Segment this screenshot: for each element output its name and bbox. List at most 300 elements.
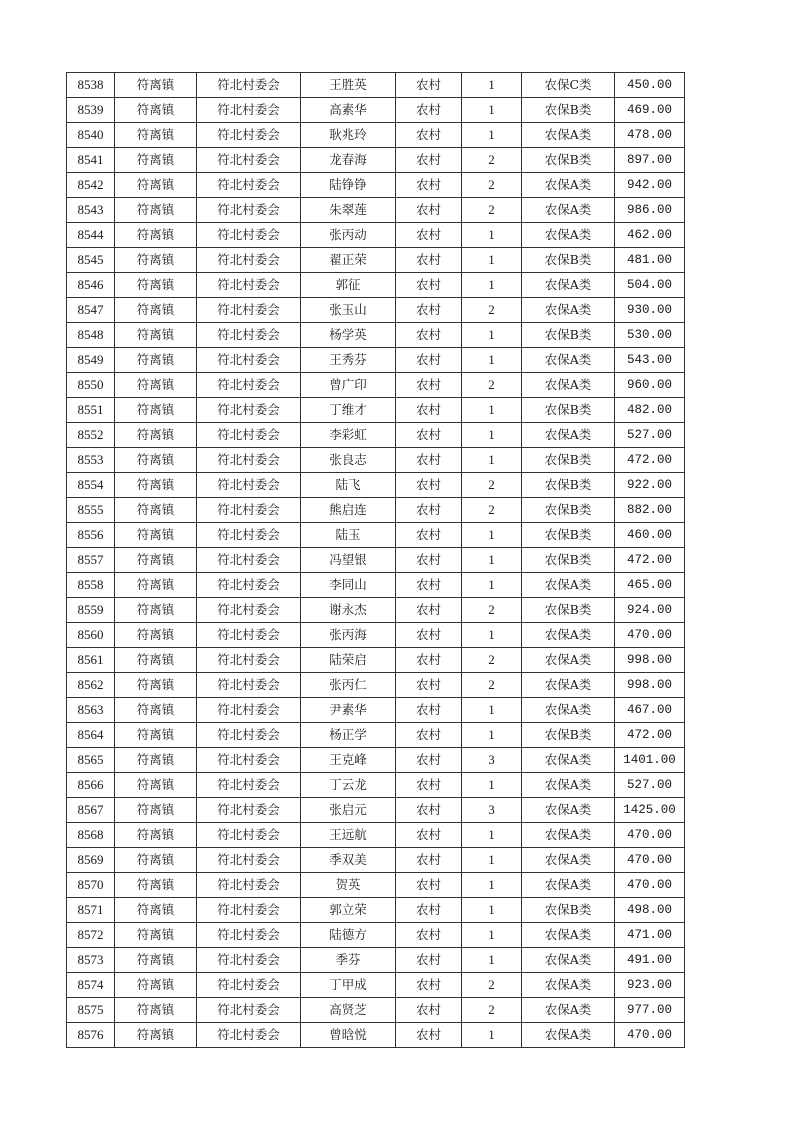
person-count-cell: 1 xyxy=(462,923,522,948)
row-id-cell: 8575 xyxy=(67,998,115,1023)
person-count-cell: 2 xyxy=(462,373,522,398)
row-id-cell: 8556 xyxy=(67,523,115,548)
name-cell: 丁甲成 xyxy=(301,973,396,998)
household-type-cell: 农村 xyxy=(396,623,462,648)
town-cell: 符离镇 xyxy=(115,848,197,873)
table-row xyxy=(67,323,685,348)
table-row xyxy=(67,523,685,548)
village-committee-cell: 符北村委会 xyxy=(197,873,301,898)
town-cell: 符离镇 xyxy=(115,273,197,298)
household-type-cell: 农村 xyxy=(396,273,462,298)
amount-cell: 527.00 xyxy=(615,773,685,798)
town-cell: 符离镇 xyxy=(115,448,197,473)
person-count-cell: 1 xyxy=(462,323,522,348)
household-type-cell: 农村 xyxy=(396,223,462,248)
person-count-cell: 1 xyxy=(462,248,522,273)
household-type-cell: 农村 xyxy=(396,998,462,1023)
household-type-cell: 农村 xyxy=(396,98,462,123)
town-cell: 符离镇 xyxy=(115,973,197,998)
town-cell: 符离镇 xyxy=(115,423,197,448)
row-id-cell: 8571 xyxy=(67,898,115,923)
person-count-cell: 1 xyxy=(462,123,522,148)
table-row xyxy=(67,273,685,298)
amount-cell: 491.00 xyxy=(615,948,685,973)
town-cell: 符离镇 xyxy=(115,598,197,623)
amount-cell: 498.00 xyxy=(615,898,685,923)
table-row xyxy=(67,348,685,373)
row-id-cell: 8564 xyxy=(67,723,115,748)
person-count-cell: 2 xyxy=(462,673,522,698)
town-cell: 符离镇 xyxy=(115,948,197,973)
insurance-category-cell: 农保A类 xyxy=(522,998,615,1023)
village-committee-cell: 符北村委会 xyxy=(197,123,301,148)
row-id-cell: 8566 xyxy=(67,773,115,798)
table-row xyxy=(67,423,685,448)
household-type-cell: 农村 xyxy=(396,323,462,348)
insurance-category-cell: 农保B类 xyxy=(522,723,615,748)
insurance-category-cell: 农保A类 xyxy=(522,648,615,673)
person-count-cell: 1 xyxy=(462,223,522,248)
amount-cell: 942.00 xyxy=(615,173,685,198)
person-count-cell: 1 xyxy=(462,73,522,98)
person-count-cell: 1 xyxy=(462,623,522,648)
table-row xyxy=(67,573,685,598)
name-cell: 张丙仁 xyxy=(301,673,396,698)
insurance-category-cell: 农保B类 xyxy=(522,398,615,423)
household-type-cell: 农村 xyxy=(396,648,462,673)
village-committee-cell: 符北村委会 xyxy=(197,98,301,123)
amount-cell: 882.00 xyxy=(615,498,685,523)
person-count-cell: 2 xyxy=(462,498,522,523)
town-cell: 符离镇 xyxy=(115,148,197,173)
name-cell: 曾晗悦 xyxy=(301,1023,396,1048)
village-committee-cell: 符北村委会 xyxy=(197,973,301,998)
household-type-cell: 农村 xyxy=(396,948,462,973)
table-row xyxy=(67,748,685,773)
name-cell: 李彩虹 xyxy=(301,423,396,448)
household-type-cell: 农村 xyxy=(396,148,462,173)
name-cell: 朱翠莲 xyxy=(301,198,396,223)
town-cell: 符离镇 xyxy=(115,323,197,348)
name-cell: 张丙动 xyxy=(301,223,396,248)
name-cell: 陆铮铮 xyxy=(301,173,396,198)
table-row xyxy=(67,898,685,923)
name-cell: 陆玉 xyxy=(301,523,396,548)
amount-cell: 482.00 xyxy=(615,398,685,423)
household-type-cell: 农村 xyxy=(396,248,462,273)
insurance-category-cell: 农保A类 xyxy=(522,373,615,398)
table-row xyxy=(67,973,685,998)
amount-cell: 450.00 xyxy=(615,73,685,98)
amount-cell: 543.00 xyxy=(615,348,685,373)
table-row xyxy=(67,198,685,223)
village-committee-cell: 符北村委会 xyxy=(197,1023,301,1048)
row-id-cell: 8540 xyxy=(67,123,115,148)
household-type-cell: 农村 xyxy=(396,348,462,373)
amount-cell: 527.00 xyxy=(615,423,685,448)
name-cell: 李同山 xyxy=(301,573,396,598)
row-id-cell: 8565 xyxy=(67,748,115,773)
row-id-cell: 8542 xyxy=(67,173,115,198)
insurance-category-cell: 农保B类 xyxy=(522,473,615,498)
row-id-cell: 8560 xyxy=(67,623,115,648)
name-cell: 耿兆玲 xyxy=(301,123,396,148)
village-committee-cell: 符北村委会 xyxy=(197,723,301,748)
row-id-cell: 8550 xyxy=(67,373,115,398)
person-count-cell: 2 xyxy=(462,298,522,323)
town-cell: 符离镇 xyxy=(115,673,197,698)
row-id-cell: 8538 xyxy=(67,73,115,98)
insurance-category-cell: 农保A类 xyxy=(522,698,615,723)
village-committee-cell: 符北村委会 xyxy=(197,798,301,823)
insurance-category-cell: 农保B类 xyxy=(522,548,615,573)
table-row xyxy=(67,173,685,198)
row-id-cell: 8554 xyxy=(67,473,115,498)
amount-cell: 930.00 xyxy=(615,298,685,323)
household-type-cell: 农村 xyxy=(396,673,462,698)
row-id-cell: 8546 xyxy=(67,273,115,298)
amount-cell: 1425.00 xyxy=(615,798,685,823)
village-committee-cell: 符北村委会 xyxy=(197,498,301,523)
person-count-cell: 2 xyxy=(462,598,522,623)
name-cell: 谢永杰 xyxy=(301,598,396,623)
village-committee-cell: 符北村委会 xyxy=(197,998,301,1023)
name-cell: 曾广印 xyxy=(301,373,396,398)
table-row xyxy=(67,73,685,98)
insurance-category-cell: 农保A类 xyxy=(522,973,615,998)
amount-cell: 923.00 xyxy=(615,973,685,998)
household-type-cell: 农村 xyxy=(396,573,462,598)
insurance-category-cell: 农保A类 xyxy=(522,873,615,898)
name-cell: 冯望银 xyxy=(301,548,396,573)
household-type-cell: 农村 xyxy=(396,848,462,873)
village-committee-cell: 符北村委会 xyxy=(197,948,301,973)
table-row xyxy=(67,223,685,248)
person-count-cell: 1 xyxy=(462,273,522,298)
person-count-cell: 2 xyxy=(462,148,522,173)
village-committee-cell: 符北村委会 xyxy=(197,848,301,873)
town-cell: 符离镇 xyxy=(115,373,197,398)
village-committee-cell: 符北村委会 xyxy=(197,223,301,248)
village-committee-cell: 符北村委会 xyxy=(197,648,301,673)
name-cell: 季双美 xyxy=(301,848,396,873)
name-cell: 张良志 xyxy=(301,448,396,473)
household-type-cell: 农村 xyxy=(396,498,462,523)
household-type-cell: 农村 xyxy=(396,1023,462,1048)
town-cell: 符离镇 xyxy=(115,473,197,498)
village-committee-cell: 符北村委会 xyxy=(197,73,301,98)
household-type-cell: 农村 xyxy=(396,173,462,198)
village-committee-cell: 符北村委会 xyxy=(197,673,301,698)
insurance-category-cell: 农保A类 xyxy=(522,773,615,798)
amount-cell: 469.00 xyxy=(615,98,685,123)
insurance-category-cell: 农保B类 xyxy=(522,498,615,523)
person-count-cell: 1 xyxy=(462,723,522,748)
person-count-cell: 1 xyxy=(462,898,522,923)
person-count-cell: 2 xyxy=(462,173,522,198)
table-row xyxy=(67,548,685,573)
name-cell: 杨正学 xyxy=(301,723,396,748)
row-id-cell: 8559 xyxy=(67,598,115,623)
person-count-cell: 1 xyxy=(462,573,522,598)
insurance-category-cell: 农保A类 xyxy=(522,623,615,648)
table-row xyxy=(67,248,685,273)
person-count-cell: 1 xyxy=(462,398,522,423)
town-cell: 符离镇 xyxy=(115,348,197,373)
name-cell: 丁维才 xyxy=(301,398,396,423)
town-cell: 符离镇 xyxy=(115,773,197,798)
amount-cell: 986.00 xyxy=(615,198,685,223)
table-row xyxy=(67,948,685,973)
amount-cell: 998.00 xyxy=(615,648,685,673)
person-count-cell: 1 xyxy=(462,98,522,123)
town-cell: 符离镇 xyxy=(115,248,197,273)
insurance-category-cell: 农保A类 xyxy=(522,798,615,823)
row-id-cell: 8555 xyxy=(67,498,115,523)
amount-cell: 998.00 xyxy=(615,673,685,698)
town-cell: 符离镇 xyxy=(115,823,197,848)
town-cell: 符离镇 xyxy=(115,198,197,223)
row-id-cell: 8541 xyxy=(67,148,115,173)
amount-cell: 977.00 xyxy=(615,998,685,1023)
table-row xyxy=(67,798,685,823)
amount-cell: 465.00 xyxy=(615,573,685,598)
amount-cell: 460.00 xyxy=(615,523,685,548)
amount-cell: 504.00 xyxy=(615,273,685,298)
household-type-cell: 农村 xyxy=(396,773,462,798)
table-row xyxy=(67,498,685,523)
table-row xyxy=(67,723,685,748)
person-count-cell: 1 xyxy=(462,873,522,898)
table-row xyxy=(67,648,685,673)
row-id-cell: 8553 xyxy=(67,448,115,473)
row-id-cell: 8567 xyxy=(67,798,115,823)
household-type-cell: 农村 xyxy=(396,73,462,98)
table-row xyxy=(67,148,685,173)
name-cell: 熊启连 xyxy=(301,498,396,523)
household-type-cell: 农村 xyxy=(396,523,462,548)
household-type-cell: 农村 xyxy=(396,598,462,623)
household-type-cell: 农村 xyxy=(396,973,462,998)
household-type-cell: 农村 xyxy=(396,473,462,498)
household-type-cell: 农村 xyxy=(396,723,462,748)
household-type-cell: 农村 xyxy=(396,198,462,223)
name-cell: 杨学英 xyxy=(301,323,396,348)
row-id-cell: 8563 xyxy=(67,698,115,723)
name-cell: 张玉山 xyxy=(301,298,396,323)
person-count-cell: 1 xyxy=(462,448,522,473)
row-id-cell: 8576 xyxy=(67,1023,115,1048)
table-row xyxy=(67,923,685,948)
name-cell: 尹素华 xyxy=(301,698,396,723)
table-row xyxy=(67,98,685,123)
amount-cell: 922.00 xyxy=(615,473,685,498)
table-row xyxy=(67,623,685,648)
amount-cell: 467.00 xyxy=(615,698,685,723)
insurance-category-cell: 农保B类 xyxy=(522,898,615,923)
village-committee-cell: 符北村委会 xyxy=(197,348,301,373)
town-cell: 符离镇 xyxy=(115,223,197,248)
row-id-cell: 8569 xyxy=(67,848,115,873)
table-row xyxy=(67,998,685,1023)
insurance-category-cell: 农保A类 xyxy=(522,423,615,448)
table-body xyxy=(67,73,685,1048)
insurance-category-cell: 农保A类 xyxy=(522,298,615,323)
insurance-category-cell: 农保A类 xyxy=(522,198,615,223)
insurance-category-cell: 农保A类 xyxy=(522,673,615,698)
amount-cell: 1401.00 xyxy=(615,748,685,773)
name-cell: 王远航 xyxy=(301,823,396,848)
amount-cell: 924.00 xyxy=(615,598,685,623)
town-cell: 符离镇 xyxy=(115,298,197,323)
amount-cell: 897.00 xyxy=(615,148,685,173)
name-cell: 郭征 xyxy=(301,273,396,298)
row-id-cell: 8539 xyxy=(67,98,115,123)
row-id-cell: 8551 xyxy=(67,398,115,423)
amount-cell: 470.00 xyxy=(615,1023,685,1048)
table-row xyxy=(67,848,685,873)
person-count-cell: 1 xyxy=(462,773,522,798)
town-cell: 符离镇 xyxy=(115,873,197,898)
row-id-cell: 8561 xyxy=(67,648,115,673)
row-id-cell: 8573 xyxy=(67,948,115,973)
insurance-category-cell: 农保B类 xyxy=(522,323,615,348)
town-cell: 符离镇 xyxy=(115,73,197,98)
town-cell: 符离镇 xyxy=(115,498,197,523)
village-committee-cell: 符北村委会 xyxy=(197,923,301,948)
person-count-cell: 1 xyxy=(462,423,522,448)
name-cell: 张丙海 xyxy=(301,623,396,648)
amount-cell: 478.00 xyxy=(615,123,685,148)
table-row xyxy=(67,373,685,398)
row-id-cell: 8544 xyxy=(67,223,115,248)
village-committee-cell: 符北村委会 xyxy=(197,148,301,173)
person-count-cell: 3 xyxy=(462,748,522,773)
village-committee-cell: 符北村委会 xyxy=(197,898,301,923)
household-type-cell: 农村 xyxy=(396,873,462,898)
town-cell: 符离镇 xyxy=(115,173,197,198)
person-count-cell: 2 xyxy=(462,648,522,673)
town-cell: 符离镇 xyxy=(115,998,197,1023)
name-cell: 翟正荣 xyxy=(301,248,396,273)
household-type-cell: 农村 xyxy=(396,448,462,473)
table-row xyxy=(67,298,685,323)
insurance-category-cell: 农保A类 xyxy=(522,1023,615,1048)
row-id-cell: 8552 xyxy=(67,423,115,448)
table-row xyxy=(67,773,685,798)
row-id-cell: 8547 xyxy=(67,298,115,323)
person-count-cell: 1 xyxy=(462,548,522,573)
town-cell: 符离镇 xyxy=(115,723,197,748)
household-type-cell: 农村 xyxy=(396,923,462,948)
name-cell: 龙春海 xyxy=(301,148,396,173)
village-committee-cell: 符北村委会 xyxy=(197,773,301,798)
town-cell: 符离镇 xyxy=(115,798,197,823)
household-type-cell: 农村 xyxy=(396,898,462,923)
household-type-cell: 农村 xyxy=(396,398,462,423)
insurance-category-cell: 农保A类 xyxy=(522,823,615,848)
person-count-cell: 3 xyxy=(462,798,522,823)
amount-cell: 470.00 xyxy=(615,848,685,873)
town-cell: 符离镇 xyxy=(115,698,197,723)
village-committee-cell: 符北村委会 xyxy=(197,198,301,223)
village-committee-cell: 符北村委会 xyxy=(197,323,301,348)
name-cell: 贺英 xyxy=(301,873,396,898)
amount-cell: 530.00 xyxy=(615,323,685,348)
insurance-category-cell: 农保B类 xyxy=(522,523,615,548)
town-cell: 符离镇 xyxy=(115,548,197,573)
town-cell: 符离镇 xyxy=(115,1023,197,1048)
household-type-cell: 农村 xyxy=(396,298,462,323)
table-row xyxy=(67,123,685,148)
village-committee-cell: 符北村委会 xyxy=(197,623,301,648)
town-cell: 符离镇 xyxy=(115,573,197,598)
insurance-category-cell: 农保A类 xyxy=(522,948,615,973)
amount-cell: 472.00 xyxy=(615,548,685,573)
table-row xyxy=(67,673,685,698)
town-cell: 符离镇 xyxy=(115,123,197,148)
name-cell: 王克峰 xyxy=(301,748,396,773)
person-count-cell: 1 xyxy=(462,698,522,723)
insurance-category-cell: 农保A类 xyxy=(522,923,615,948)
household-type-cell: 农村 xyxy=(396,548,462,573)
row-id-cell: 8570 xyxy=(67,873,115,898)
person-count-cell: 2 xyxy=(462,973,522,998)
village-committee-cell: 符北村委会 xyxy=(197,748,301,773)
village-committee-cell: 符北村委会 xyxy=(197,573,301,598)
row-id-cell: 8572 xyxy=(67,923,115,948)
name-cell: 陆荣启 xyxy=(301,648,396,673)
town-cell: 符离镇 xyxy=(115,623,197,648)
town-cell: 符离镇 xyxy=(115,923,197,948)
insurance-category-cell: 农保B类 xyxy=(522,448,615,473)
insurance-category-cell: 农保B类 xyxy=(522,98,615,123)
village-committee-cell: 符北村委会 xyxy=(197,298,301,323)
town-cell: 符离镇 xyxy=(115,748,197,773)
person-count-cell: 2 xyxy=(462,998,522,1023)
row-id-cell: 8562 xyxy=(67,673,115,698)
person-count-cell: 2 xyxy=(462,473,522,498)
person-count-cell: 1 xyxy=(462,948,522,973)
insurance-category-cell: 农保A类 xyxy=(522,348,615,373)
village-committee-cell: 符北村委会 xyxy=(197,823,301,848)
town-cell: 符离镇 xyxy=(115,98,197,123)
household-type-cell: 农村 xyxy=(396,698,462,723)
amount-cell: 470.00 xyxy=(615,873,685,898)
table-row xyxy=(67,473,685,498)
name-cell: 王胜英 xyxy=(301,73,396,98)
amount-cell: 472.00 xyxy=(615,723,685,748)
table-row xyxy=(67,1023,685,1048)
person-count-cell: 2 xyxy=(462,198,522,223)
name-cell: 陆德方 xyxy=(301,923,396,948)
beneficiary-table xyxy=(66,72,685,1048)
row-id-cell: 8543 xyxy=(67,198,115,223)
person-count-cell: 1 xyxy=(462,1023,522,1048)
name-cell: 王秀芬 xyxy=(301,348,396,373)
insurance-category-cell: 农保B类 xyxy=(522,248,615,273)
village-committee-cell: 符北村委会 xyxy=(197,598,301,623)
amount-cell: 471.00 xyxy=(615,923,685,948)
row-id-cell: 8557 xyxy=(67,548,115,573)
insurance-category-cell: 农保A类 xyxy=(522,273,615,298)
table-row xyxy=(67,598,685,623)
town-cell: 符离镇 xyxy=(115,898,197,923)
row-id-cell: 8574 xyxy=(67,973,115,998)
insurance-category-cell: 农保A类 xyxy=(522,173,615,198)
person-count-cell: 1 xyxy=(462,848,522,873)
amount-cell: 470.00 xyxy=(615,623,685,648)
